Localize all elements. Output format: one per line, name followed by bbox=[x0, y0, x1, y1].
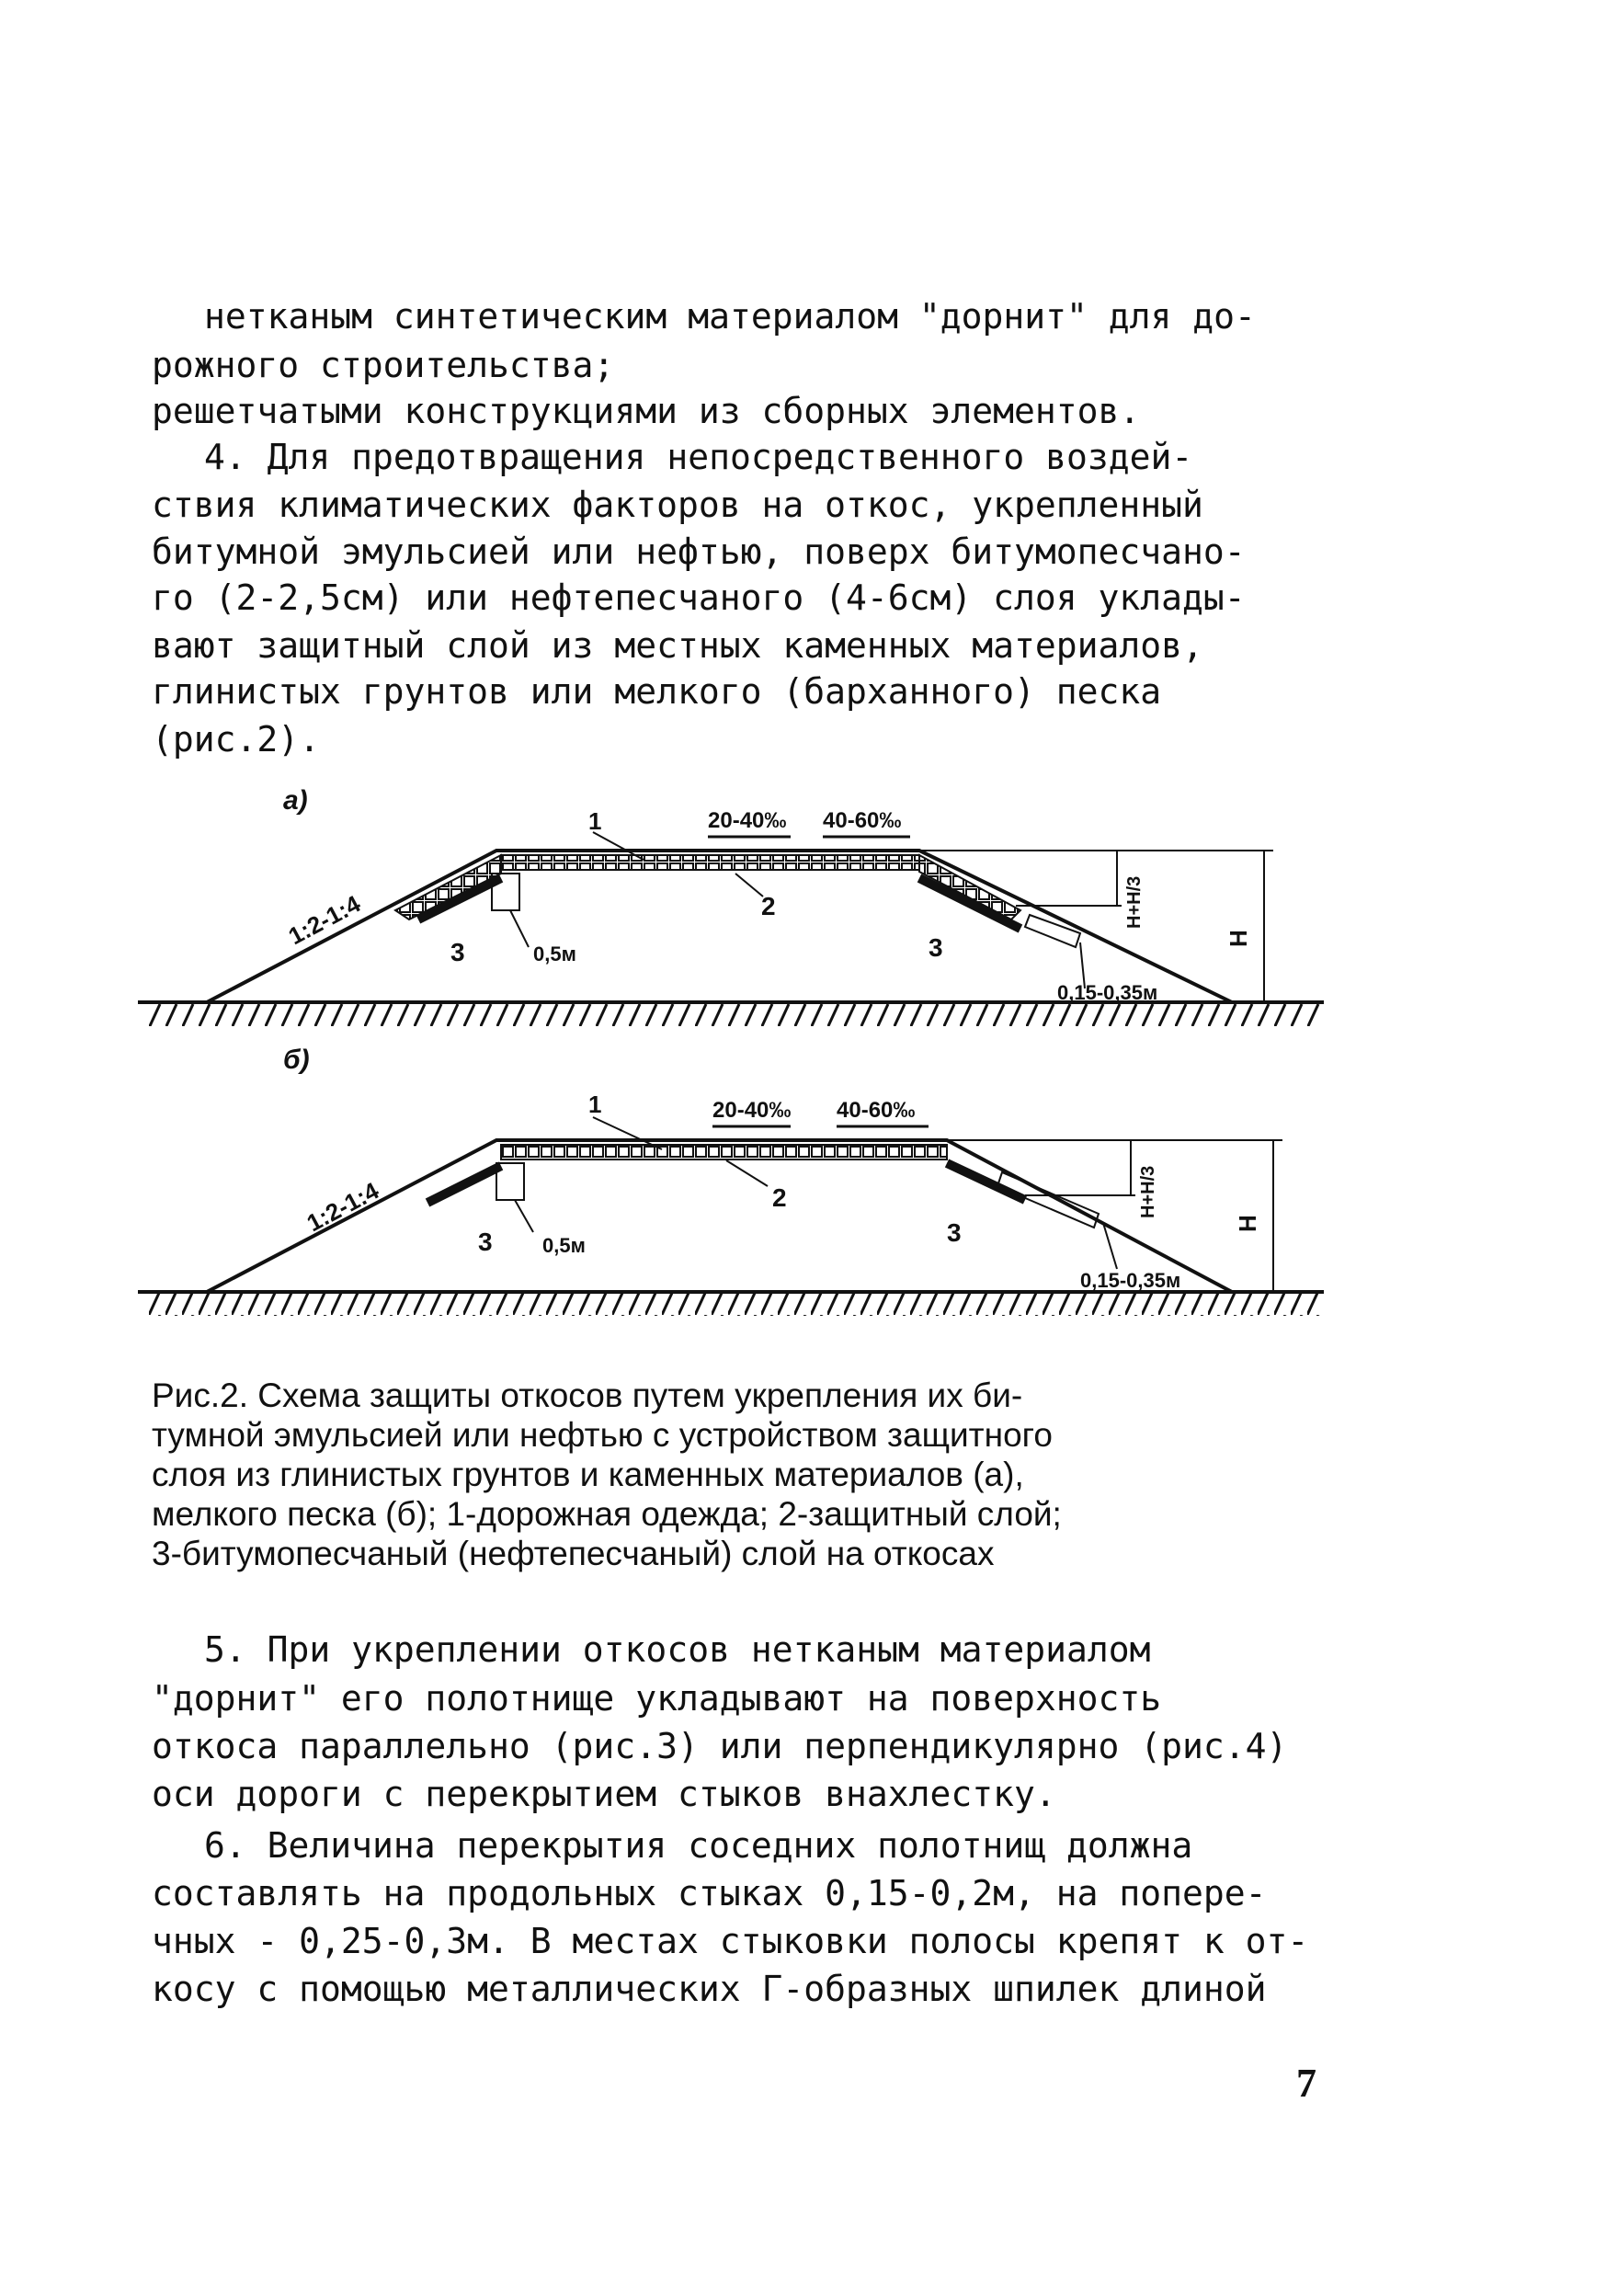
label-H-sub: Н+Н/3 bbox=[1124, 875, 1145, 929]
label-grade-left: 20-40‰ bbox=[708, 808, 787, 833]
label-3-right: 3 bbox=[929, 933, 943, 962]
label-grade-right: 40-60‰ bbox=[837, 1098, 916, 1123]
protective-strip-right bbox=[997, 1172, 1099, 1228]
label-dim-bottom: 0,15-0,35м bbox=[1080, 1269, 1181, 1292]
road-pavement bbox=[501, 855, 919, 870]
road-pavement bbox=[501, 1145, 947, 1159]
bitumen-layer-right bbox=[947, 1163, 1025, 1200]
text-line: ствия климатических факторов на откос, укрепленный bbox=[152, 485, 1203, 525]
label-slope: 1:2-1:4 bbox=[302, 1176, 383, 1238]
leader-line bbox=[510, 910, 529, 947]
ground-hatch bbox=[147, 1002, 1324, 1026]
caption-line: Рис.2. Схема защиты откосов путем укрепления их би- bbox=[152, 1376, 1023, 1414]
label-1: 1 bbox=[588, 1091, 602, 1118]
text-line: чных - 0,25-0,3м. В местах стыковки полосы крепят к от- bbox=[152, 1921, 1309, 1961]
text-line: откоса параллельно (рис.3) или перпендикулярно (рис.4) bbox=[152, 1726, 1288, 1766]
leader-line bbox=[726, 1160, 768, 1186]
page-number: 7 bbox=[1296, 2061, 1316, 2106]
text-line: глинистых грунтов или мелкого (барханного) песка bbox=[152, 671, 1162, 712]
label-grade-left: 20-40‰ bbox=[712, 1098, 792, 1123]
label-3-right: 3 bbox=[947, 1218, 962, 1247]
label-H-sub: Н+Н/3 bbox=[1138, 1165, 1158, 1218]
caption-line: 3-битумопесчаный (нефтепесчаный) слой на откосах bbox=[152, 1535, 995, 1572]
label-2: 2 bbox=[761, 892, 776, 920]
text-line: 5. При укреплении откосов нетканым материалом bbox=[204, 1629, 1151, 1670]
label-H: Н bbox=[1234, 1215, 1261, 1232]
label-3-left: 3 bbox=[450, 938, 465, 966]
text-line: косу с помощью металлических Г-образных шпилек длиной bbox=[152, 1969, 1267, 2009]
caption-line: тумной эмульсией или нефтью с устройством защитного bbox=[152, 1416, 1053, 1454]
text-line: 6. Величина перекрытия соседних полотнищ должна bbox=[204, 1825, 1193, 1866]
text-line: решетчатыми конструкциями из сборных элементов. bbox=[152, 391, 1141, 431]
label-1: 1 bbox=[588, 807, 602, 835]
ground-hatch bbox=[147, 1292, 1324, 1316]
label-H: Н bbox=[1225, 930, 1252, 947]
text-line: нетканым синтетическим материалом "дорнит" для до- bbox=[204, 296, 1256, 337]
text-line: "дорнит" его полотнище укладывают на поверхность bbox=[152, 1678, 1162, 1719]
label-grade-right: 40-60‰ bbox=[823, 808, 902, 833]
label-0-5m: 0,5м bbox=[533, 942, 576, 965]
label-slope: 1:2-1:4 bbox=[283, 889, 365, 951]
panel-b-label: б) bbox=[283, 1045, 310, 1075]
embankment-outline bbox=[207, 851, 1232, 1002]
embankment-outline bbox=[207, 1140, 1232, 1292]
text-line: составлять на продольных стыках 0,15-0,2м, на попере- bbox=[152, 1873, 1267, 1913]
label-dim-bottom: 0,15-0,35м bbox=[1057, 981, 1158, 1004]
text-line: оси дороги с перекрытием стыков внахлестку. bbox=[152, 1774, 1056, 1814]
text-line: 4. Для предотвращения непосредственного воздей- bbox=[204, 437, 1193, 477]
label-0-5m: 0,5м bbox=[542, 1234, 586, 1257]
caption-line: слоя из глинистых грунтов и каменных материалов (а), bbox=[152, 1456, 1024, 1493]
label-2: 2 bbox=[772, 1183, 787, 1212]
label-3-left: 3 bbox=[478, 1228, 493, 1256]
leader-line bbox=[735, 874, 763, 897]
panel-a-label: а) bbox=[283, 785, 308, 816]
text-line: битумной эмульсией или нефтью, поверх битумопесчано- bbox=[152, 531, 1246, 572]
text-line: го (2-2,5см) или нефтепесчаного (4-6см) слоя уклады- bbox=[152, 577, 1246, 618]
leader-line bbox=[515, 1200, 533, 1232]
text-line: (рис.2). bbox=[152, 719, 321, 760]
text-line: рожного строительства; bbox=[152, 345, 615, 385]
protective-strip-right bbox=[1025, 915, 1080, 947]
caption-line: мелкого песка (б); 1-дорожная одежда; 2-защитный слой; bbox=[152, 1495, 1062, 1533]
panel-a bbox=[138, 785, 1324, 1026]
panel-b bbox=[138, 1045, 1324, 1316]
text-line: вают защитный слой из местных каменных материалов, bbox=[152, 625, 1203, 666]
